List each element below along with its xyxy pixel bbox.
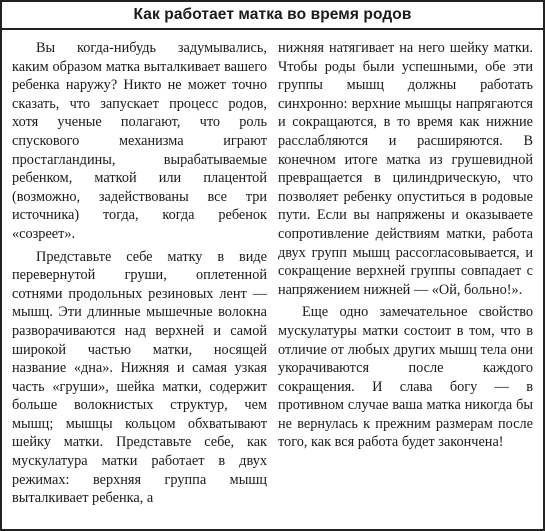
paragraph-pear: Представьте себе матку в виде перевернутой груши, оплетенной сотнями продольных резиновых лент — мышц. Эти длинные мышечные волокна разворачиваются над верхней и самой широкой частью матки, носящей название «дна». Нижняя и самая узкая часть «груши», шейка матки, содержит больше волокнистых структур, чем мышц; мышцы кольцом обхватывают шейку матки. Представьте себе, как мускулатура матки работает в двух режимах: верхняя группа мышц выталкивает ребенка, а [12, 248, 267, 507]
article-body [2, 30, 543, 508]
right-column [278, 39, 533, 508]
paragraph-remarkable-property: Еще одно замечательное свойство мускулатуры матки состоит в том, что в отличие от любых других мышц тела они укорачиваются после каждого сокращения. И слава богу — в противном случае ваша матка никогда бы не вернулась к прежним размерам после того, как вся работа будет закончена! [278, 304, 533, 451]
left-column [12, 39, 267, 508]
article-title: Как работает матка во время родов [2, 2, 543, 30]
paragraph-intro: Вы когда-нибудь задумывались, каким образом матка выталкивает вашего ребенка наружу? Никто не может точно сказать, что запускает процесс родов, хотя ученые полагают, что роль спускового механизма играют простагландины, вырабатываемые ребенком, маткой или плацентой (возможно, задействованы все три источника) тогда, когда ребенок «созреет». [12, 40, 267, 242]
paragraph-pear-continued: нижняя натягивает на него шейку матки. Чтобы роды были успешными, обе эти группы мышц должны работать синхронно: верхние мышцы напрягаются и сокращаются, в то время как нижние расслабляются и расширяются. В конечном итоге матка из грушевидной превращается в цилиндрическую, что позволяет ребенку опуститься в родовые пути. Если вы напряжены и оказываете сопротивление действиям матки, работа двух групп мышц рассогласовывается, и сокращение верхней группы совпадает с напряжением нижней — «Ой, больно!». [278, 40, 533, 298]
